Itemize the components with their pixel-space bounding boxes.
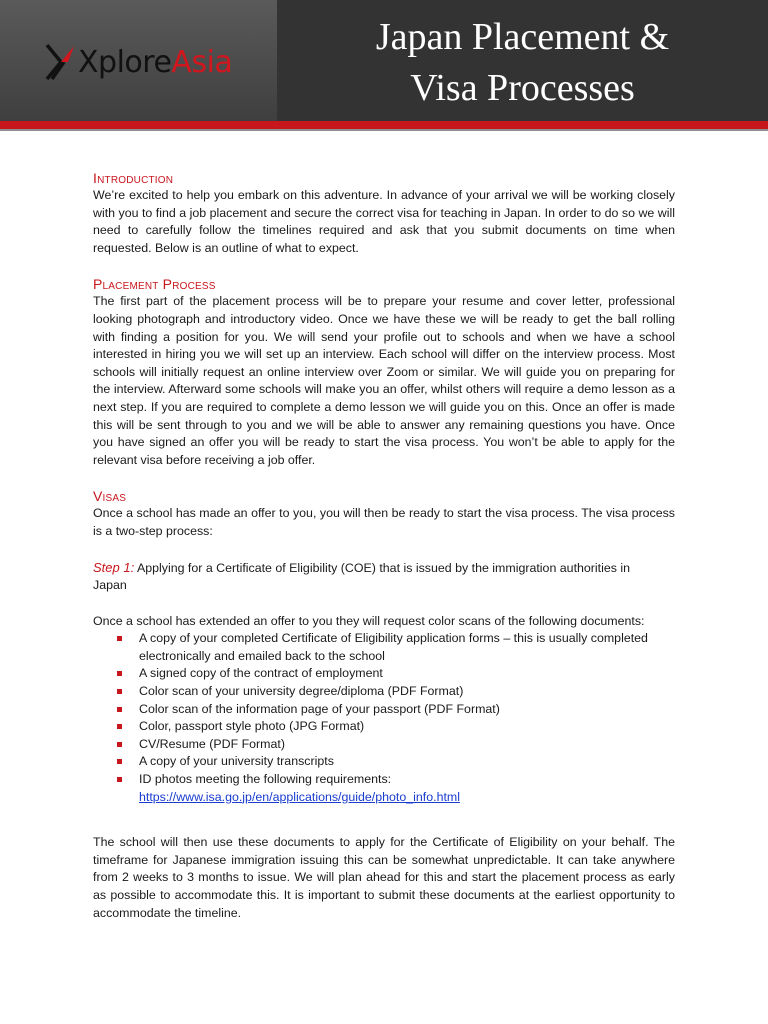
intro-paragraph: We’re excited to help you embark on this adventure. In advance of your arrival we will be working closely with you to find a job placement and secure the correct visa for teaching in Japan. In order to do so we will need to carefully follow the timelines required and ask that you submit documents on time when requested. Below is an outline of what to expect.: [93, 188, 675, 255]
documents-intro: Once a school has extended an offer to you they will request color scans of the following documents:: [93, 613, 645, 628]
logo-wordmark: XploreAsia: [78, 44, 233, 80]
list-item: A copy of your university transcripts: [139, 753, 675, 771]
list-item: A signed copy of the contract of employment: [139, 665, 675, 683]
step-1-text: Applying for a Certificate of Eligibility (COE) that is issued by the immigration authorities in Japan: [93, 560, 631, 593]
photo-info-link[interactable]: https://www.isa.go.jp/en/applications/guide/photo_info.html: [139, 789, 460, 804]
intro-heading: Introduction: [93, 170, 174, 186]
page-header: [0, 0, 768, 121]
visas-heading: Visas: [93, 488, 127, 505]
document-body: [93, 169, 675, 922]
logo-panel: [0, 0, 277, 121]
xploreasia-logo: [44, 42, 232, 82]
list-item: Color scan of your university degree/diploma (PDF Format): [139, 683, 675, 701]
step-1-label: Step 1:: [93, 559, 135, 575]
header-gray-rule: [0, 129, 768, 131]
list-item: [139, 771, 675, 806]
list-item: Color, passport style photo (JPG Format): [139, 718, 675, 736]
documents-list: [93, 630, 675, 806]
placement-heading: Placement Process: [93, 276, 216, 293]
title-line-1: Japan Placement &: [375, 16, 670, 58]
list-item: A copy of your completed Certificate of Eligibility application forms – this is usually completed electronically and emailed back to the school: [139, 630, 675, 665]
header-red-rule: [0, 121, 768, 129]
list-item: Color scan of the information page of your passport (PDF Format): [139, 701, 675, 719]
title-line-2: Visa Processes: [410, 67, 635, 109]
photo-requirements-text: ID photos meeting the following requirements:: [139, 772, 392, 787]
page-title: [277, 12, 768, 114]
visas-paragraph: Once a school has made an offer to you, you will then be ready to start the visa process. The visa process is a two-step process:: [93, 506, 675, 538]
placement-paragraph: The first part of the placement process will be to prepare your resume and cover letter, professional looking photograph and introductory video. Once we have these we will be ready to get the ball rolling with finding a position for you. We will send your profile out to schools and when we have a school interested in hiring you we will set up an interview. Each school will differ on the interview process. Most schools will initially request an online interview over Zoom or similar. We will guide you on preparing for the interview. Afterward some schools will make you an offer, whilst others will require a demo lesson as a next step. If you are required to complete a demo lesson we will guide you on this. Once an offer is made this will be sent through to you and we will be able to answer any remaining questions you have. Once you have signed an offer you will be ready to start the visa process. You won’t be able to apply for the relevant visa before receiving a job offer.: [93, 294, 675, 467]
step-1: [93, 559, 643, 595]
closing-paragraph: The school will then use these documents to apply for the Certificate of Eligibility on your behalf. The timeframe for Japanese immigration issuing this can be somewhat unpredictable. It can take anywhere from 2 weeks to 3 months to issue. We will plan ahead for this and start the placement process as early as possible to accommodate this. It is important to submit these documents at the earliest opportunity to accommodate the timeline.: [93, 835, 675, 920]
list-item: CV/Resume (PDF Format): [139, 736, 675, 754]
